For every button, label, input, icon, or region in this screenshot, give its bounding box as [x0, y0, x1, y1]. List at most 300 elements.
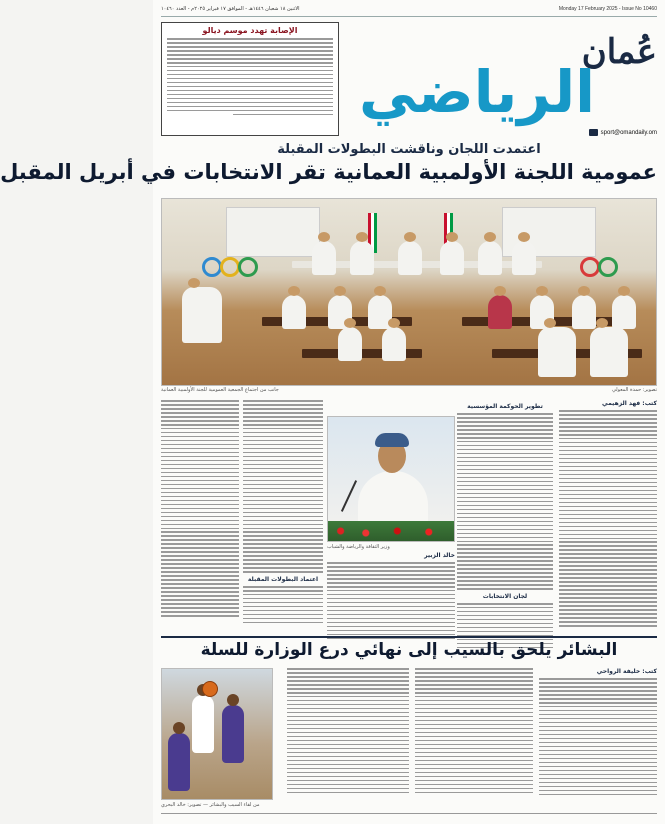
text-line [161, 504, 239, 506]
text-line [457, 453, 553, 455]
text-line [457, 603, 553, 605]
text-line [161, 492, 239, 494]
text-line [539, 742, 657, 744]
text-line [415, 724, 533, 726]
text-line [559, 422, 657, 424]
text-line [243, 460, 323, 462]
text-line [327, 594, 455, 596]
minister-caption: وزير الثقافة والرياضة والشباب [327, 544, 390, 550]
text-line [559, 565, 657, 567]
text-line [457, 485, 553, 487]
text-line [559, 597, 657, 599]
text-line [287, 668, 409, 670]
text-line [415, 772, 533, 774]
text-line [243, 563, 323, 565]
olympic-ring [220, 257, 240, 277]
text-line [287, 696, 409, 698]
text-line [559, 506, 657, 508]
text-line [559, 494, 657, 496]
attendee [182, 287, 222, 343]
text-line [415, 740, 533, 742]
text-line [167, 82, 333, 84]
text-line [243, 602, 323, 604]
subheading: اعتماد البطولات المقبلة [247, 575, 319, 583]
byline: كتب: خليفة الرواحي [596, 668, 657, 675]
text-line [161, 412, 239, 414]
text-line [243, 500, 323, 502]
subheading: لجان الانتخابات [482, 592, 528, 600]
text-line [243, 618, 323, 620]
text-line [287, 744, 409, 746]
text-line [415, 764, 533, 766]
text-line [161, 488, 239, 490]
text-line [161, 559, 239, 561]
attendee [612, 295, 636, 329]
text-line [415, 720, 533, 722]
text-line [167, 46, 333, 48]
text-line [457, 615, 553, 617]
text-line [243, 590, 323, 592]
text-line [243, 610, 323, 612]
text-line [559, 605, 657, 607]
section-divider [161, 636, 657, 638]
text-line [287, 684, 409, 686]
text-line [559, 486, 657, 488]
article-column-1 [559, 400, 657, 630]
text-line [457, 525, 553, 527]
text-line [457, 564, 553, 566]
text-line [415, 708, 533, 710]
text-line [539, 698, 657, 700]
attendee [478, 241, 502, 275]
text-line [559, 553, 657, 555]
text-line [161, 484, 239, 486]
text-line [415, 792, 533, 794]
text-line [457, 417, 553, 419]
text-line [457, 611, 553, 613]
text-line [243, 412, 323, 414]
text-line [559, 589, 657, 591]
text-line [167, 70, 333, 72]
email-icon [589, 129, 598, 136]
text-line [327, 590, 455, 592]
text-line [415, 752, 533, 754]
text-line [539, 794, 657, 796]
attendee [282, 295, 306, 329]
text-line [161, 448, 239, 450]
text-line [457, 568, 553, 570]
attendee [538, 327, 576, 377]
text-line [415, 684, 533, 686]
text-line [287, 780, 409, 782]
text-line [457, 469, 553, 471]
text-line [539, 746, 657, 748]
footer-rule [161, 813, 657, 814]
text-line [457, 588, 553, 590]
column-text [327, 562, 455, 639]
text-line [539, 738, 657, 740]
text-line [243, 539, 323, 541]
text-line [287, 708, 409, 710]
text-line [559, 581, 657, 583]
text-line [161, 424, 239, 426]
text-line [539, 682, 657, 684]
text-line [457, 505, 553, 507]
email-line [589, 129, 657, 136]
text-line [243, 404, 323, 406]
text-line [327, 570, 455, 572]
text-line [243, 484, 323, 486]
text-line [243, 440, 323, 442]
text-line [161, 587, 239, 589]
text-line [167, 54, 333, 56]
text-line [539, 754, 657, 756]
text-line [161, 583, 239, 585]
text-line [161, 551, 239, 553]
text-line [287, 724, 409, 726]
text-line [457, 457, 553, 459]
text-line [539, 734, 657, 736]
brief-title: الإصابة تهدد موسم ديالو [202, 26, 298, 35]
text-line [161, 452, 239, 454]
attendee [398, 241, 422, 275]
text-line [243, 496, 323, 498]
text-line [161, 520, 239, 522]
text-line [559, 549, 657, 551]
text-line [161, 539, 239, 541]
text-line [457, 493, 553, 495]
text-line [457, 623, 553, 625]
text-line [243, 594, 323, 596]
text-line [415, 696, 533, 698]
text-line [327, 566, 455, 568]
text-line [287, 704, 409, 706]
text-line [415, 728, 533, 730]
text-line [457, 421, 553, 423]
text-line [327, 630, 455, 632]
text-line [539, 762, 657, 764]
article-column-3 [327, 552, 455, 632]
text-line [559, 541, 657, 543]
column-text [457, 413, 553, 590]
minister-photo [327, 416, 455, 542]
text-line [457, 544, 553, 546]
photo-credit: تصوير: حمدة المعولي [611, 387, 657, 393]
text-line [415, 760, 533, 762]
text-line [559, 593, 657, 595]
text-line [243, 480, 323, 482]
text-line [457, 445, 553, 447]
text-line [559, 518, 657, 520]
text-line [415, 776, 533, 778]
text-line [457, 607, 553, 609]
basket-column-2 [415, 668, 533, 808]
text-line [287, 728, 409, 730]
text-line [559, 490, 657, 492]
text-line [161, 404, 239, 406]
text-line [559, 613, 657, 615]
text-line [243, 452, 323, 454]
logo-sports: الرياضي [359, 58, 596, 126]
subheading: تطوير الحوكمة المؤسسية [467, 403, 543, 410]
text-line [559, 462, 657, 464]
text-line [539, 782, 657, 784]
text-line [539, 694, 657, 696]
text-line [415, 668, 533, 670]
text-line [161, 496, 239, 498]
text-line [559, 514, 657, 516]
attendee [382, 327, 406, 361]
text-line [415, 688, 533, 690]
text-line [161, 476, 239, 478]
basket-caption: من لقاء السيب والبشائر — تصوير: خالد البحري [161, 802, 260, 808]
text-line [287, 764, 409, 766]
text-line [243, 488, 323, 490]
text-line [287, 768, 409, 770]
text-line [243, 598, 323, 600]
text-line [161, 547, 239, 549]
article-column-2 [457, 400, 553, 630]
text-line [243, 456, 323, 458]
text-line [287, 784, 409, 786]
text-line [287, 776, 409, 778]
text-line [415, 784, 533, 786]
text-line [243, 432, 323, 434]
masthead [353, 18, 657, 142]
text-line [457, 627, 553, 629]
basket-column-3 [287, 668, 409, 808]
text-line [327, 626, 455, 628]
text-line [287, 716, 409, 718]
text-line [161, 603, 239, 605]
text-line [161, 456, 239, 458]
text-line [161, 567, 239, 569]
text-line [415, 744, 533, 746]
text-line [161, 500, 239, 502]
attendee [488, 295, 512, 329]
text-line [539, 774, 657, 776]
text-line [327, 610, 455, 612]
text-line [415, 692, 533, 694]
text-line [161, 595, 239, 597]
text-line [161, 440, 239, 442]
text-line [243, 516, 323, 518]
text-line [161, 420, 239, 422]
text-line [457, 497, 553, 499]
text-line [161, 408, 239, 410]
text-line [161, 444, 239, 446]
photo-caption-row [161, 387, 657, 397]
text-line [457, 631, 553, 633]
text-line [559, 458, 657, 460]
text-line [327, 574, 455, 576]
text-line [539, 702, 657, 704]
text-line [167, 106, 333, 108]
text-line [243, 551, 323, 553]
text-line [415, 780, 533, 782]
text-line [327, 562, 455, 564]
meeting-photo [161, 198, 657, 386]
text-line [167, 66, 333, 68]
photo-caption: جانب من اجتماع الجمعية العمومية للجنة الأولمبية العمانية [161, 387, 279, 393]
text-line [539, 714, 657, 716]
text-line [327, 578, 455, 580]
text-line [457, 489, 553, 491]
text-line [457, 541, 553, 543]
text-line [287, 756, 409, 758]
text-line [559, 573, 657, 575]
text-line [243, 400, 323, 402]
text-line [243, 586, 323, 588]
text-line [287, 772, 409, 774]
text-line [457, 576, 553, 578]
text-line [559, 577, 657, 579]
text-line [327, 622, 455, 624]
attendee [312, 241, 336, 275]
column-text [559, 410, 657, 627]
text-line [327, 618, 455, 620]
text-line [457, 425, 553, 427]
text-line [287, 676, 409, 678]
text-line [243, 420, 323, 422]
text-line [243, 535, 323, 537]
attendee [350, 241, 374, 275]
text-line [559, 466, 657, 468]
text-line [415, 716, 533, 718]
text-line [559, 482, 657, 484]
text-line [161, 432, 239, 434]
text-line [161, 468, 239, 470]
text-line [287, 712, 409, 714]
text-line [243, 464, 323, 466]
text-line [161, 535, 239, 537]
text-line [243, 492, 323, 494]
attendee [590, 327, 628, 377]
text-line [327, 582, 455, 584]
text-line [457, 461, 553, 463]
text-line [457, 584, 553, 586]
attendee [338, 327, 362, 361]
text-line [167, 98, 333, 100]
text-line [161, 400, 239, 402]
text-line [457, 580, 553, 582]
text-line [167, 94, 333, 96]
text-line [161, 428, 239, 430]
text-line [243, 428, 323, 430]
text-line [559, 534, 657, 536]
text-line [243, 524, 323, 526]
basketball-photo [161, 668, 273, 800]
attendee [440, 241, 464, 275]
issue-date: Monday 17 February 2025 - Issue No 10460 [558, 6, 657, 12]
text-line [539, 786, 657, 788]
text-line [559, 617, 657, 619]
text-line [243, 528, 323, 530]
text-line [287, 760, 409, 762]
text-line [287, 700, 409, 702]
text-line [559, 545, 657, 547]
olympic-ring [238, 257, 258, 277]
text-line [167, 78, 333, 80]
text-line [243, 559, 323, 561]
text-line [287, 752, 409, 754]
issue-bar [161, 2, 657, 17]
text-line [327, 606, 455, 608]
text-line [161, 464, 239, 466]
text-line [559, 478, 657, 480]
text-line [539, 690, 657, 692]
column-text [243, 586, 323, 623]
text-line [539, 726, 657, 728]
text-line [161, 460, 239, 462]
text-line [415, 748, 533, 750]
text-line [243, 622, 323, 624]
olympic-ring [580, 257, 600, 277]
text-line [161, 599, 239, 601]
text-line [167, 90, 333, 92]
text-line [327, 602, 455, 604]
text-line [161, 512, 239, 514]
text-line [243, 606, 323, 608]
text-line [287, 736, 409, 738]
player-purple [168, 733, 190, 791]
text-line [327, 614, 455, 616]
text-line [243, 508, 323, 510]
text-line [559, 450, 657, 452]
player-white [192, 695, 214, 753]
text-line [559, 414, 657, 416]
text-line [287, 692, 409, 694]
text-line [167, 62, 333, 64]
column-text [243, 400, 323, 573]
text-line [457, 501, 553, 503]
text-line [287, 672, 409, 674]
email-address[interactable]: sport@omandaily.om [600, 129, 657, 136]
text-line [287, 680, 409, 682]
text-line [415, 768, 533, 770]
text-line [161, 555, 239, 557]
text-line [287, 688, 409, 690]
text-line [167, 86, 333, 88]
text-line [161, 615, 239, 617]
text-line [167, 38, 333, 40]
text-line [457, 437, 553, 439]
text-line [539, 678, 657, 680]
text-line [457, 533, 553, 535]
text-line [243, 567, 323, 569]
projector-screen [226, 207, 320, 257]
text-line [167, 50, 333, 52]
text-line [243, 555, 323, 557]
text-line [161, 563, 239, 565]
byline: خالد الزبير [424, 552, 455, 559]
text-line [243, 547, 323, 549]
text-line [559, 530, 657, 532]
text-line [559, 522, 657, 524]
text-line [559, 434, 657, 436]
text-line [161, 579, 239, 581]
column-text [415, 668, 533, 793]
text-line [243, 416, 323, 418]
text-line [243, 543, 323, 545]
text-line [243, 468, 323, 470]
text-line [559, 426, 657, 428]
text-line [287, 732, 409, 734]
byline: كتب: فهد الزهيمي [602, 400, 657, 407]
text-line [539, 730, 657, 732]
brief-box [161, 22, 339, 136]
text-line [559, 601, 657, 603]
